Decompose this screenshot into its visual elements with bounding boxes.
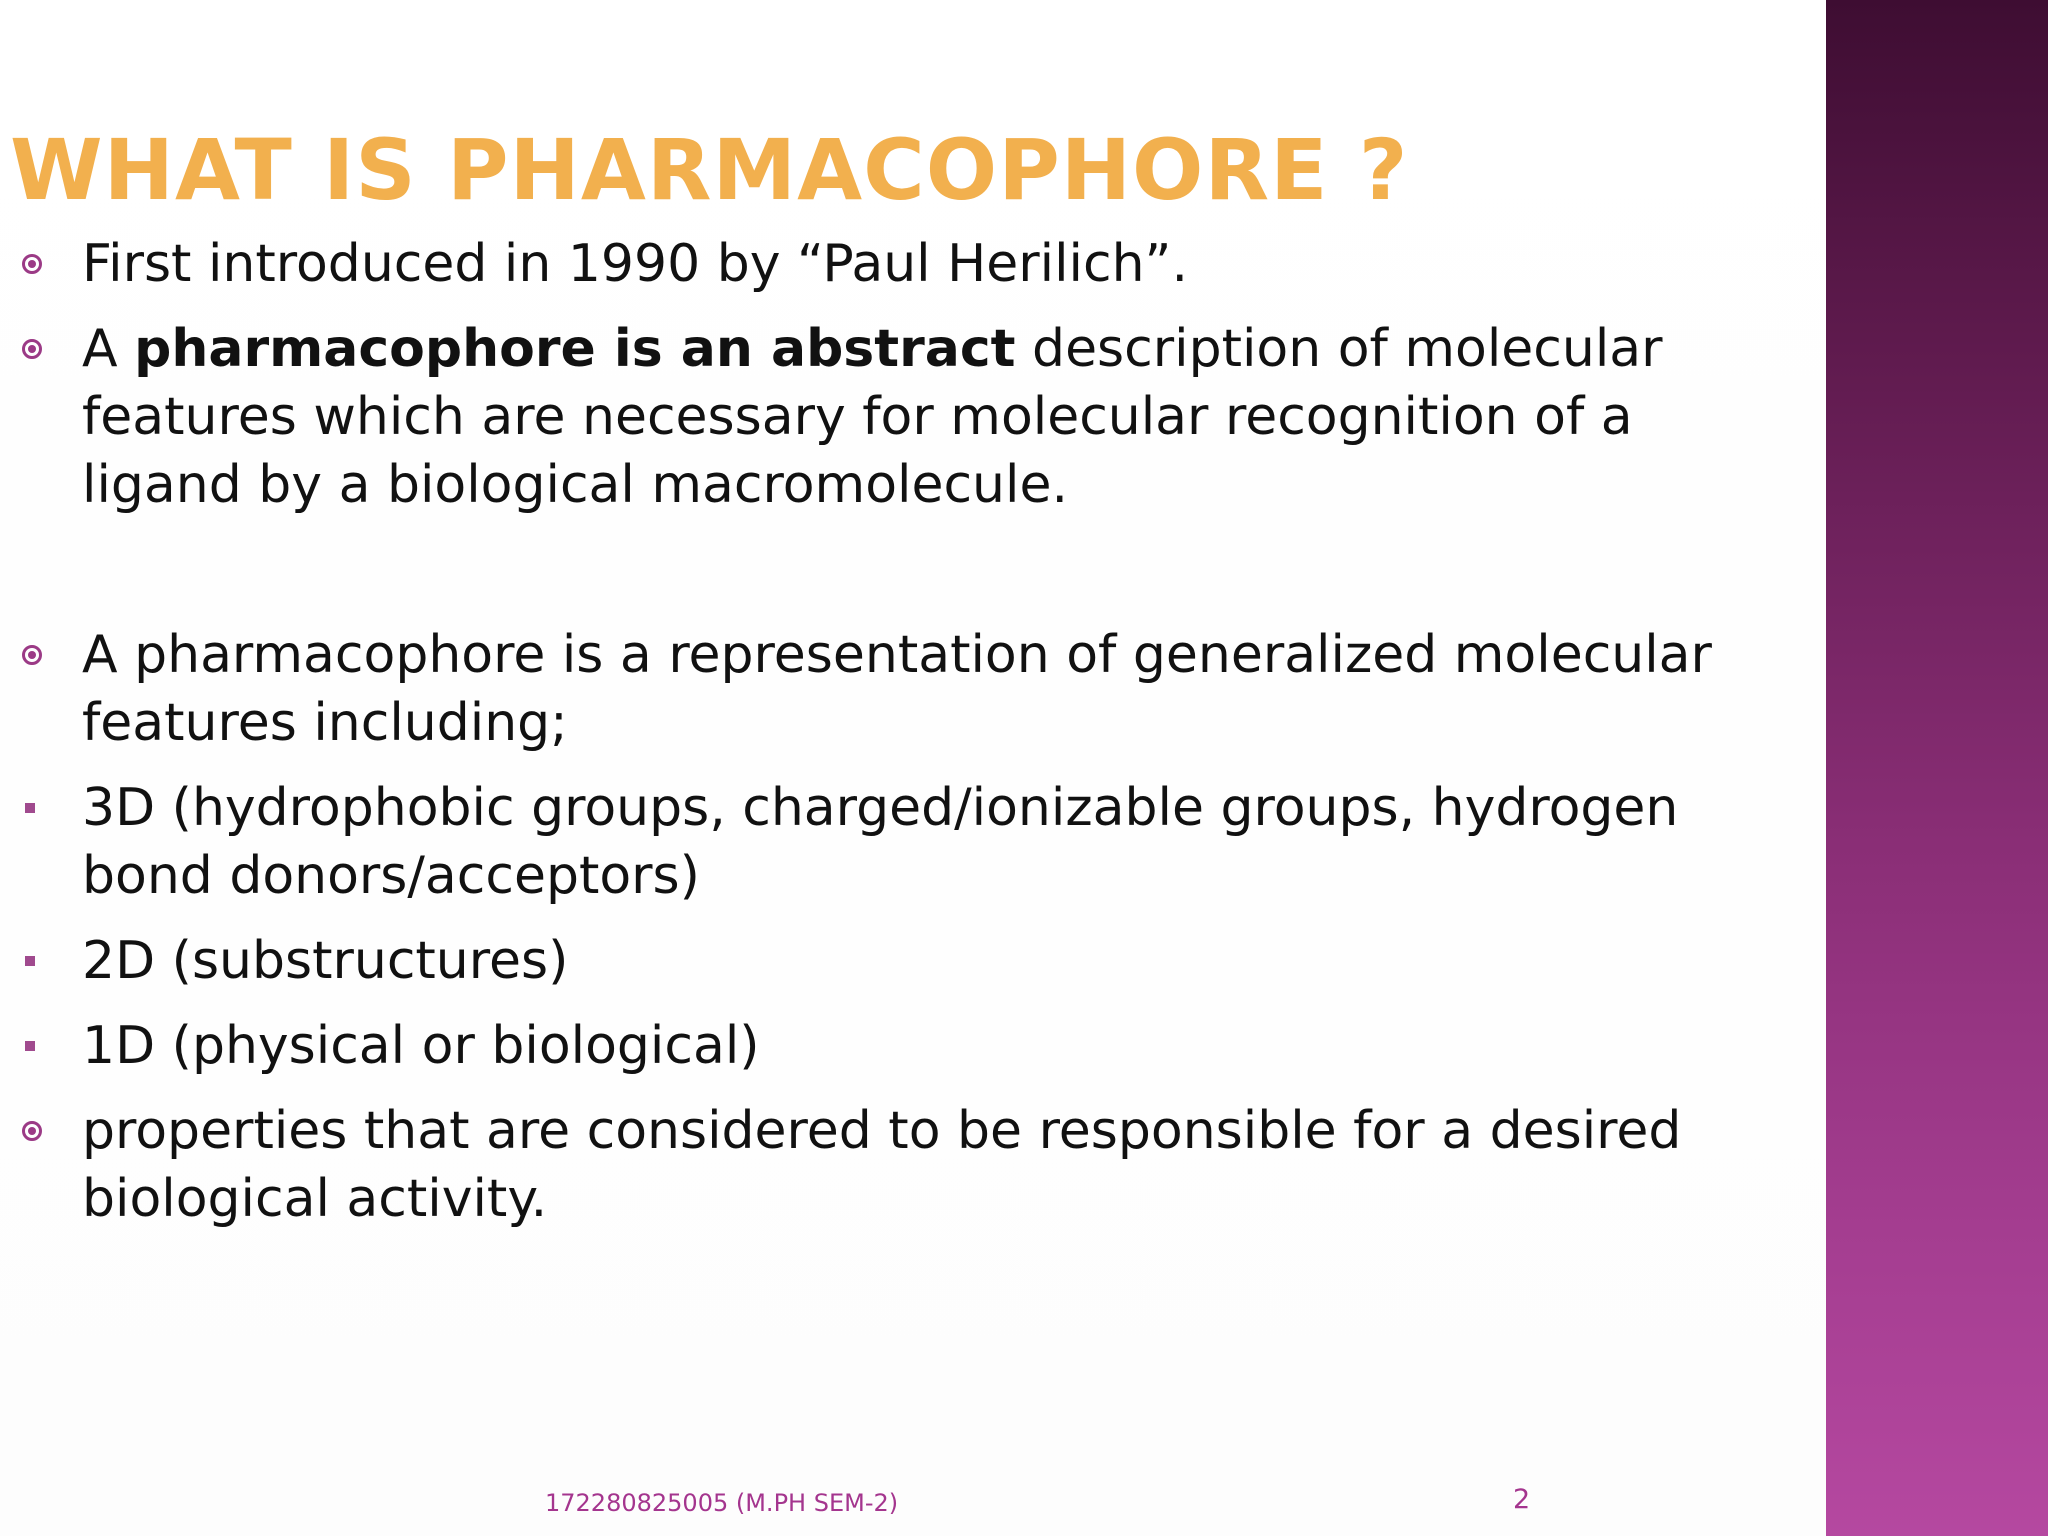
list-item <box>22 927 1802 995</box>
item-text: 3D (hydrophobic groups, charged/ionizable groups, hydrogen bond donors/acceptors) <box>82 778 1679 906</box>
item-prefix: A <box>82 319 135 379</box>
circle-bullet-icon <box>22 254 42 274</box>
bullet-list <box>22 230 1802 1250</box>
square-bullet-icon <box>25 803 35 813</box>
list-item <box>22 315 1802 519</box>
list-item <box>22 1097 1802 1233</box>
item-text: 1D (physical or biological) <box>82 1016 760 1076</box>
list-item <box>22 230 1802 298</box>
list-item <box>22 1012 1802 1080</box>
slide-title: WHAT IS PHARMACOPHORE ? <box>10 121 1409 219</box>
footer-label: 172280825005 (M.PH SEM-2) <box>545 1489 899 1517</box>
item-text: 2D (substructures) <box>82 931 569 991</box>
circle-bullet-icon <box>22 645 42 665</box>
circle-bullet-icon <box>22 1121 42 1141</box>
square-bullet-icon <box>25 956 35 966</box>
square-bullet-icon <box>25 1041 35 1051</box>
item-text: A pharmacophore is a representation of generalized molecular features including; <box>82 625 1712 753</box>
decorative-side-band <box>1826 0 2048 1536</box>
item-bold-text: pharmacophore is an abstract <box>134 319 1016 379</box>
item-text: properties that are considered to be responsible for a desired biological activity. <box>82 1101 1682 1229</box>
item-text: First introduced in 1990 by “Paul Herilich”. <box>82 234 1188 294</box>
item-suffix: description of molecular features which are necessary for molecular recognition of a ligand by a biological macromolecule. <box>82 319 1663 515</box>
list-item <box>22 621 1802 757</box>
list-item <box>22 774 1802 910</box>
circle-bullet-icon <box>22 339 42 359</box>
page-number: 2 <box>1513 1484 1531 1515</box>
